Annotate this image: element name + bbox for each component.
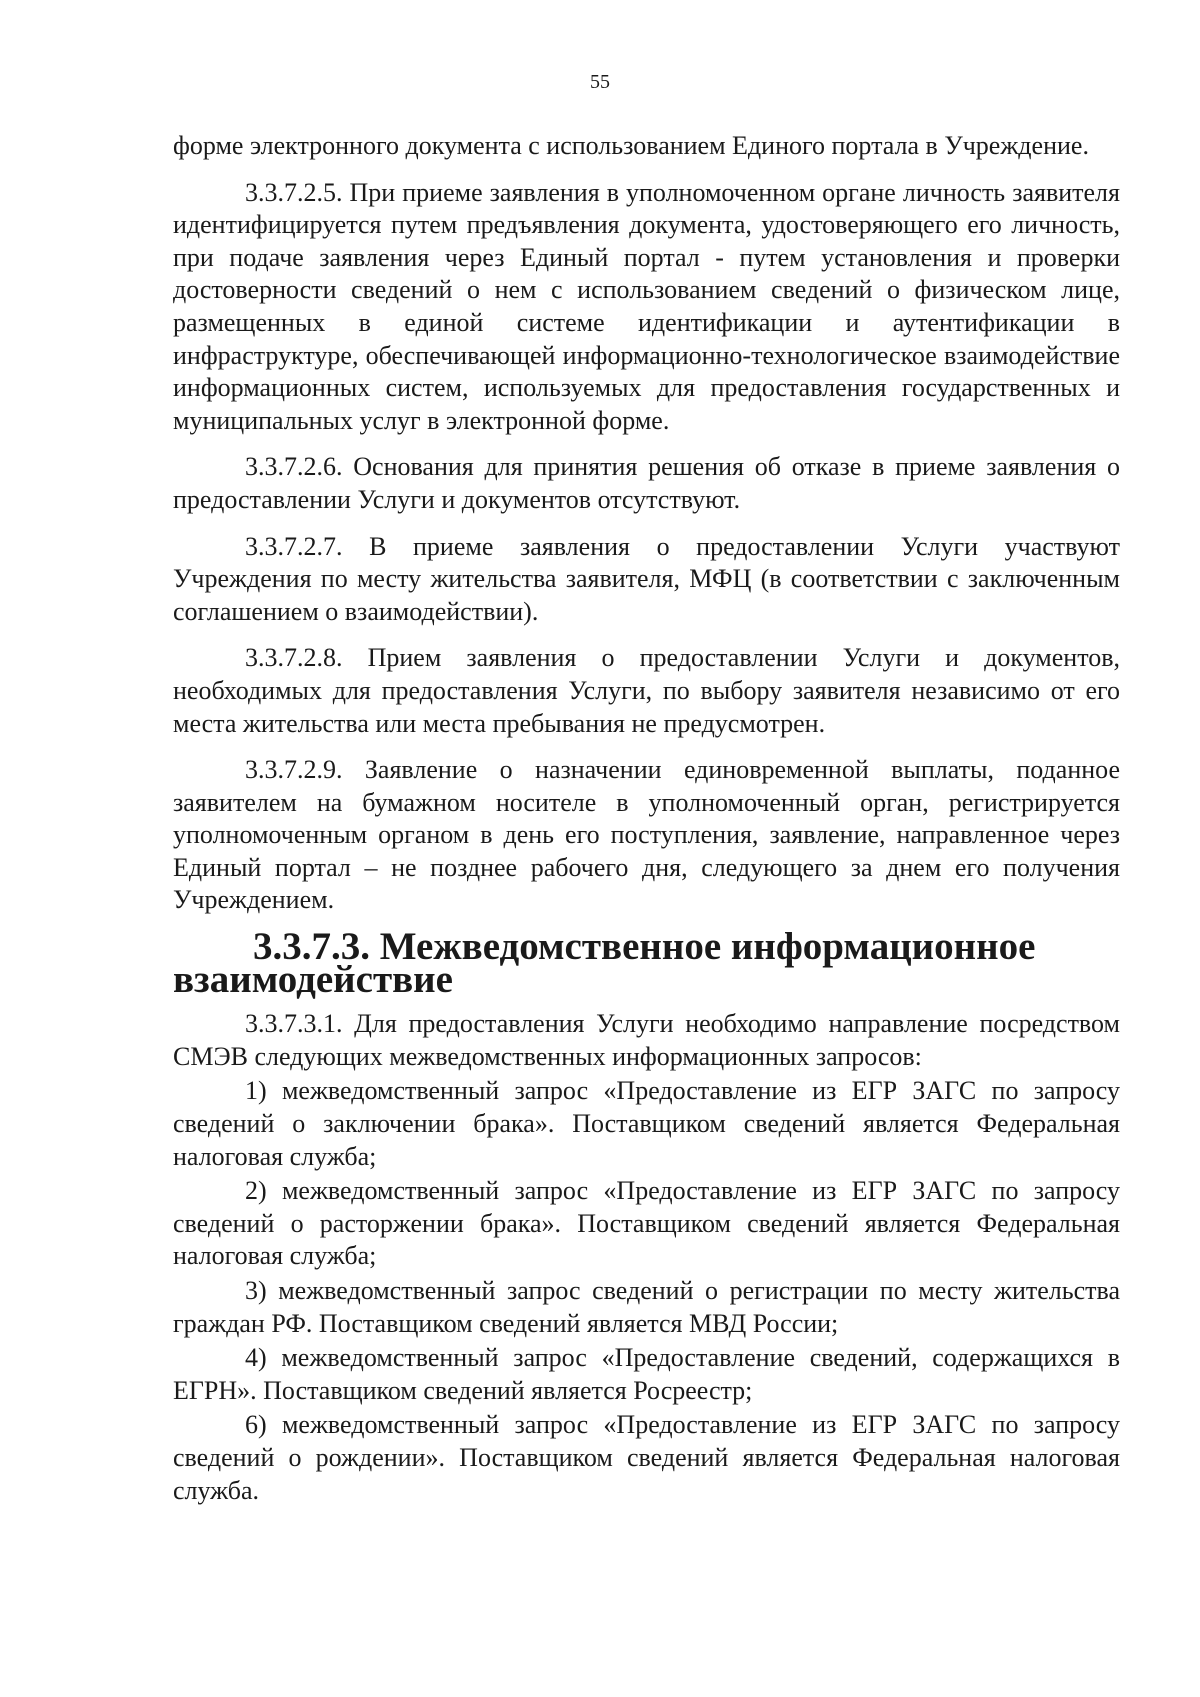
paragraph-3-3-7-2-8: 3.3.7.2.8. Прием заявления о предоставлении Услуги и документов, необходимых для предоставления Услуги, по выбору заявителя независимо от его места жительства или места пребывания не предусмотрен. [173, 643, 1120, 738]
paragraph-continuation: форме электронного документа с использованием Единого портала в Учреждение. [173, 131, 1089, 160]
list-item-1: 1) межведомственный запрос «Предоставление из ЕГР ЗАГС по запросу сведений о заключении брака». Поставщиком сведений является Федеральная налоговая служба; [173, 1076, 1120, 1171]
list-item-4: 4) межведомственный запрос «Предоставление сведений, содержащихся в ЕГРН». Поставщиком сведений является Росреестр; [173, 1343, 1120, 1405]
paragraph-3-3-7-2-5: 3.3.7.2.5. При приеме заявления в уполномоченном органе личность заявителя идентифицируется путем предъявления документа, удостоверяющего его личность, при подаче заявления через Единый портал - путем установления и проверки достоверности сведений о нем с использованием сведений о физическом лице, размещенных в единой системе идентификации и аутентификации в инфраструктуре, обеспечивающей информационно-технологическое взаимодействие информационных систем, используемых для предоставления государственных и муниципальных услуг в электронной форме. [173, 177, 1120, 435]
paragraph-3-3-7-2-9: 3.3.7.2.9. Заявление о назначении единовременной выплаты, поданное заявителем на бумажном носителе в уполномоченный орган, регистрируется уполномоченным органом в день его поступления, заявление, направленное через Единый портал – не позднее рабочего дня, следующего за днем его получения Учреждением. [173, 755, 1120, 915]
section-heading-3-3-7-3: 3.3.7.3. Межведомственное информационное взаимодействие [173, 925, 1036, 1001]
paragraph-3-3-7-2-6: 3.3.7.2.6. Основания для принятия решения об отказе в приеме заявления о предоставлении Услуги и документов отсутствуют. [173, 452, 1120, 514]
paragraph-3-3-7-2-7: 3.3.7.2.7. В приеме заявления о предоставлении Услуги участвуют Учреждения по месту жительства заявителя, МФЦ (в соответствии с заключенным соглашением о взаимодействии). [173, 531, 1120, 626]
list-item-2: 2) межведомственный запрос «Предоставление из ЕГР ЗАГС по запросу сведений о расторжении брака». Поставщиком сведений является Федеральная налоговая служба; [173, 1176, 1120, 1271]
paragraph-3-3-7-3-1: 3.3.7.3.1. Для предоставления Услуги необходимо направление посредством СМЭВ следующих межведомственных информационных запросов: [173, 1009, 1120, 1071]
document-body [173, 130, 1120, 1509]
list-item-3: 3) межведомственный запрос сведений о регистрации по месту жительства граждан РФ. Поставщиком сведений является МВД России; [173, 1276, 1120, 1338]
list-item-6: 6) межведомственный запрос «Предоставление из ЕГР ЗАГС по запросу сведений о рождении». Поставщиком сведений является Федеральная налоговая служба. [173, 1410, 1120, 1505]
page-number: 55 [590, 71, 610, 93]
